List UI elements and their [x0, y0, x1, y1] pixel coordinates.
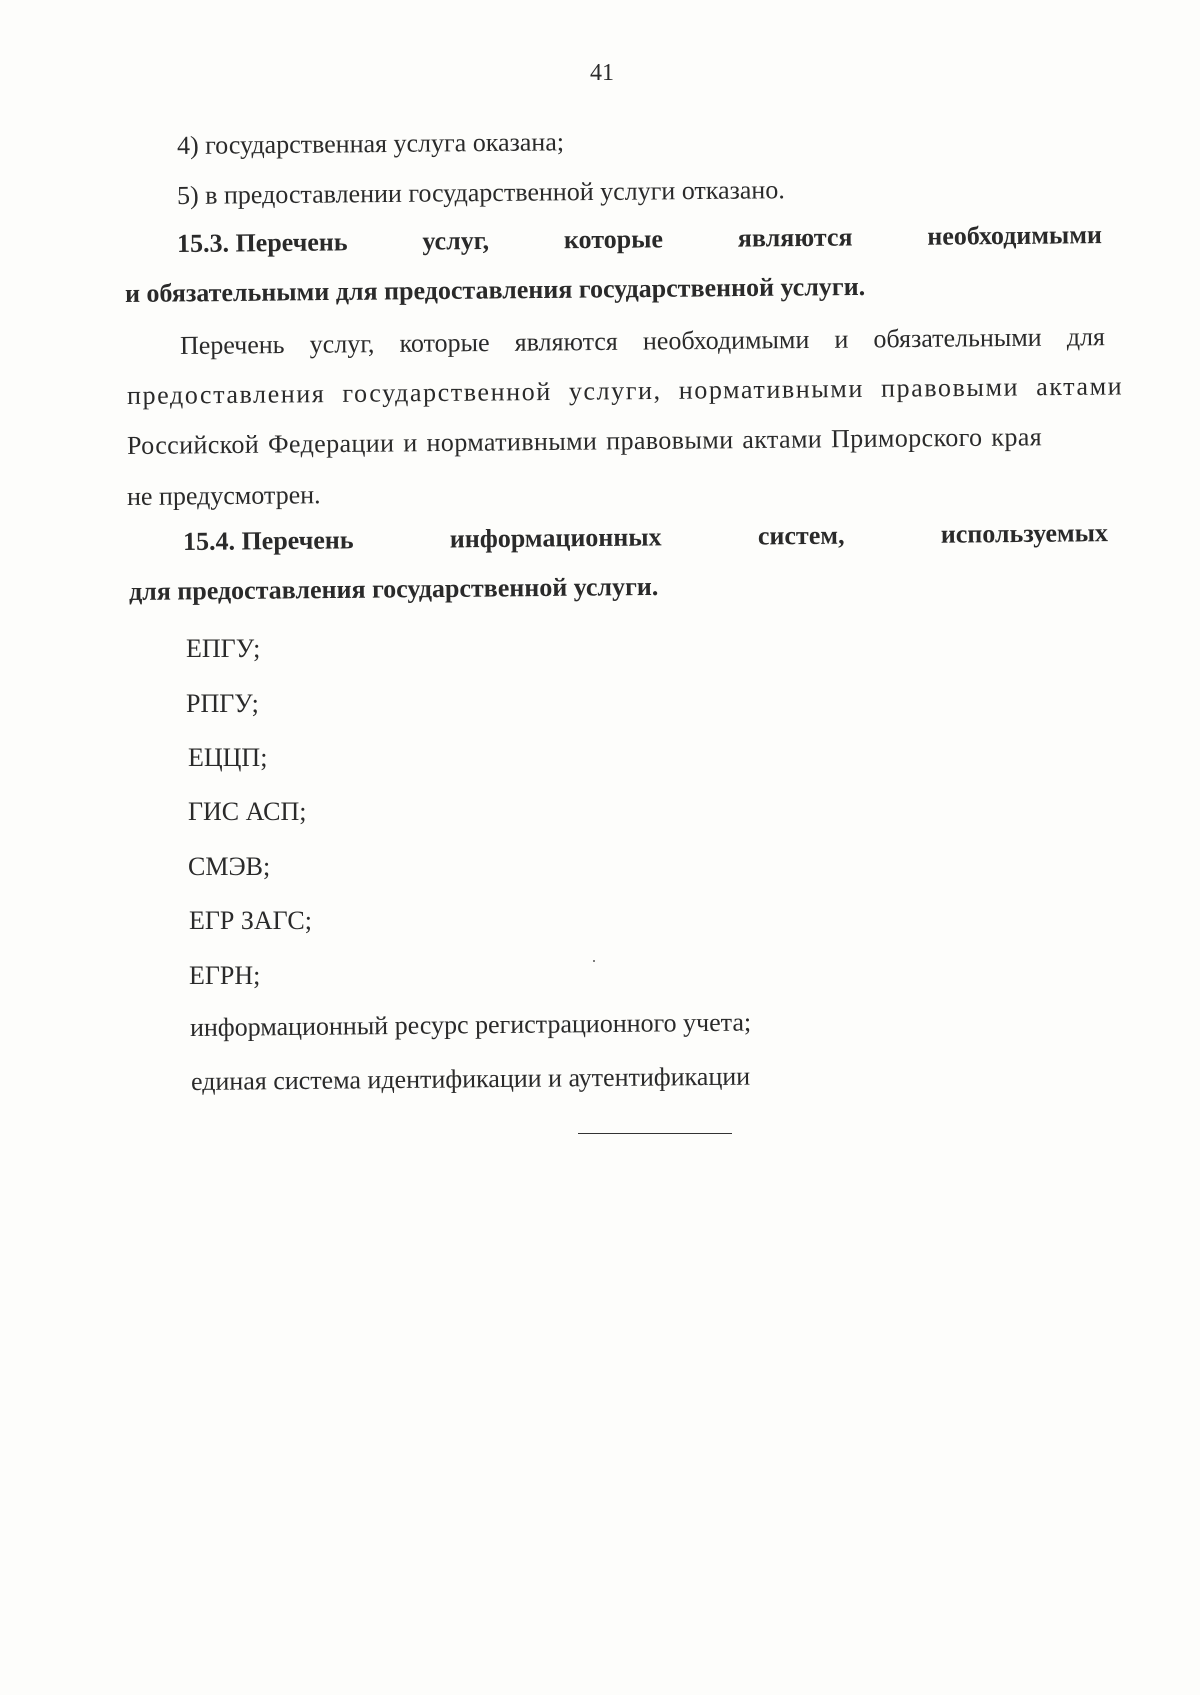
- body-word: являются: [514, 326, 618, 357]
- heading-word: информационных: [449, 522, 662, 554]
- section-15-3-heading-line2: и обязательными для предоставления государственной услуги.: [124, 271, 866, 308]
- system-item: ЕПГУ;: [186, 634, 261, 663]
- section-15-3-body-line4: не предусмотрен.: [126, 480, 321, 511]
- body-word: обязательными: [873, 322, 1042, 354]
- system-item: единая система идентификации и аутентификации: [190, 1061, 751, 1096]
- system-item: СМЭВ;: [188, 852, 271, 881]
- system-item: информационный ресурс регистрационного учета;: [189, 1007, 752, 1042]
- outcome-item: 5) в предоставлении государственной услуги отказано.: [176, 175, 785, 210]
- section-15-3-heading-line1: [177, 219, 1102, 260]
- heading-word: 15.4. Перечень: [182, 525, 354, 556]
- body-word: Перечень: [179, 329, 285, 360]
- heading-word: являются: [737, 222, 853, 253]
- body-word: необходимыми: [642, 324, 810, 356]
- page-number: 41: [590, 60, 614, 86]
- system-item: ЕГРН;: [189, 961, 261, 990]
- heading-word: систем,: [757, 520, 845, 551]
- outcome-item: 4) государственная услуга оказана;: [176, 127, 565, 160]
- heading-word: 15.3. Перечень: [176, 227, 348, 258]
- section-15-3-body-line2: предоставления государственной услуги, нормативными правовыми актами: [126, 371, 1124, 410]
- heading-word: которые: [563, 224, 664, 255]
- system-item: ЕГР ЗАГС;: [189, 906, 312, 935]
- heading-word: используемых: [940, 518, 1109, 549]
- system-item: РПГУ;: [186, 689, 259, 718]
- scan-speck: [593, 960, 595, 962]
- section-15-4-heading-line1: [183, 517, 1108, 558]
- body-word: которые: [399, 328, 490, 358]
- body-word: услуг,: [309, 329, 375, 359]
- heading-word: услуг,: [422, 226, 490, 256]
- section-15-3-body-line3: Российской Федерации и нормативными правовыми актами Приморского края: [126, 422, 1043, 460]
- heading-word: необходимыми: [927, 220, 1103, 251]
- system-item: ЕЦЦП;: [188, 743, 268, 772]
- system-item: ГИС АСП;: [188, 797, 307, 826]
- body-word: для: [1066, 322, 1106, 352]
- body-word: и: [834, 324, 849, 354]
- section-15-3-body-line1: [180, 321, 1105, 362]
- section-15-4-heading-line2: для предоставления государственной услуги.: [128, 571, 659, 606]
- end-rule: [578, 1133, 732, 1134]
